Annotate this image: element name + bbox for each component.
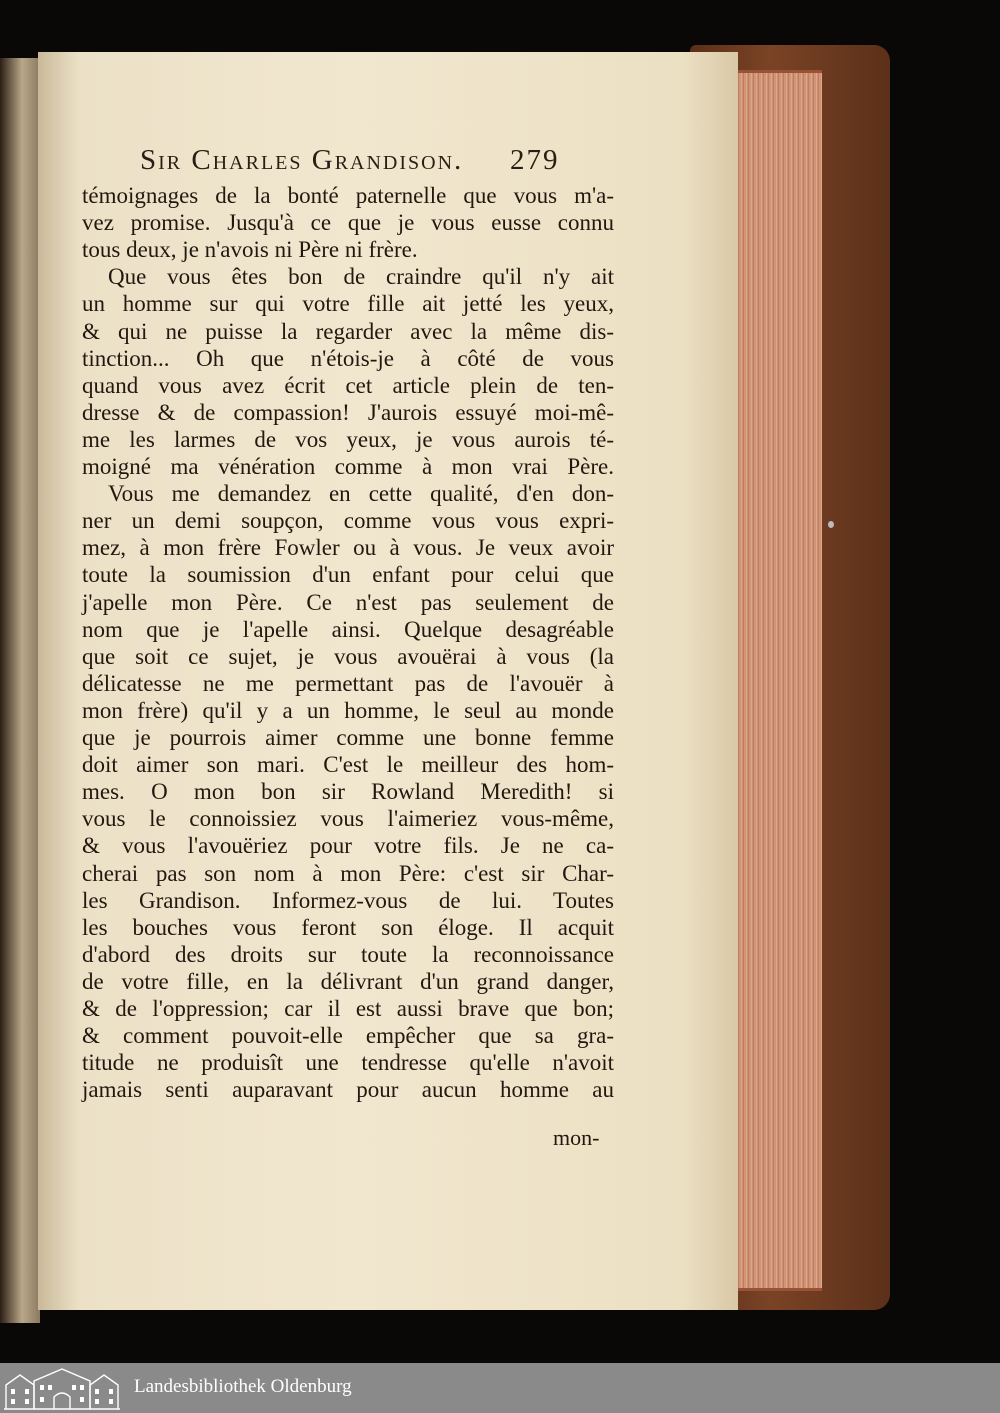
text-line: j'apelle mon Père. Ce n'est pas seulement de bbox=[82, 590, 614, 615]
text-line: tous deux, je n'avois ni Père ni frère. bbox=[82, 237, 418, 262]
facing-page-edge bbox=[0, 58, 40, 1323]
text-line: dresse & de compassion! J'aurois essuyé moi-mê- bbox=[82, 400, 614, 425]
text-line: les bouches vous feront son éloge. Il acquit bbox=[82, 915, 614, 940]
footer-bar bbox=[0, 1363, 1000, 1413]
text-line: vous le connoissiez vous l'aimeriez vous-même, bbox=[82, 806, 614, 831]
text-line: que soit ce sujet, je vous avouërai à vous (la bbox=[82, 644, 614, 669]
text-line: les Grandison. Informez-vous de lui. Toutes bbox=[82, 888, 614, 913]
text-line: moigné ma vénération comme à mon vrai Père. bbox=[82, 454, 614, 479]
library-name: Landesbibliothek Oldenburg bbox=[134, 1376, 352, 1397]
page-number: 279 bbox=[510, 144, 560, 176]
text-line: nom que je l'apelle ainsi. Quelque desagréable bbox=[82, 617, 614, 642]
text-line: d'abord des droits sur toute la reconnoissance bbox=[82, 942, 614, 967]
text-line: mon frère) qu'il y a un homme, le seul au monde bbox=[82, 698, 614, 723]
text-line: Vous me demandez en cette qualité, d'en don- bbox=[108, 481, 614, 506]
text-line: doit aimer son mari. C'est le meilleur des hom- bbox=[82, 752, 614, 777]
text-line: témoignages de la bonté paternelle que vous m'a- bbox=[82, 183, 614, 208]
text-line: un homme sur qui votre fille ait jetté les yeux, bbox=[82, 291, 614, 316]
text-line: toute la soumission d'un enfant pour celui que bbox=[82, 562, 614, 587]
text-line: cherai pas son nom à mon Père: c'est sir Char- bbox=[82, 861, 614, 886]
text-line: & comment pouvoit-elle empêcher que sa gra- bbox=[82, 1023, 614, 1048]
text-line: délicatesse ne me permettant pas de l'avouër à bbox=[82, 671, 614, 696]
book-page bbox=[38, 52, 738, 1310]
text-line: Que vous êtes bon de craindre qu'il n'y ait bbox=[108, 264, 614, 289]
scan-speck bbox=[828, 521, 834, 528]
text-line: tinction... Oh que n'étois-je à côté de vous bbox=[82, 346, 614, 371]
running-head-title: Sir Charles Grandison. bbox=[140, 144, 464, 176]
text-line: mez, à mon frère Fowler ou à vous. Je veux avoir bbox=[82, 535, 614, 560]
text-line: que je pourrois aimer comme une bonne femme bbox=[82, 725, 614, 750]
text-line: & vous l'avouëriez pour votre fils. Je ne ca- bbox=[82, 833, 614, 858]
text-line: de votre fille, en la délivrant d'un grand danger, bbox=[82, 969, 614, 994]
library-building-icon bbox=[2, 1365, 122, 1411]
text-line: quand vous avez écrit cet article plein de ten- bbox=[82, 373, 614, 398]
catchword: mon- bbox=[553, 1125, 600, 1150]
page-edges bbox=[730, 70, 822, 1291]
text-line: mes. O mon bon sir Rowland Meredith! si bbox=[82, 779, 614, 804]
text-line: jamais senti auparavant pour aucun homme au bbox=[82, 1077, 614, 1102]
text-line: vez promise. Jusqu'à ce que je vous eusse connu bbox=[82, 210, 614, 235]
text-line: titude ne produisît une tendresse qu'elle n'avoit bbox=[82, 1050, 614, 1075]
text-line: & de l'oppression; car il est aussi brave que bon; bbox=[82, 996, 614, 1021]
text-line: & qui ne puisse la regarder avec la même dis- bbox=[82, 319, 614, 344]
text-line: me les larmes de vos yeux, je vous aurois té- bbox=[82, 427, 614, 452]
text-line: ner un demi soupçon, comme vous vous expri- bbox=[82, 508, 614, 533]
